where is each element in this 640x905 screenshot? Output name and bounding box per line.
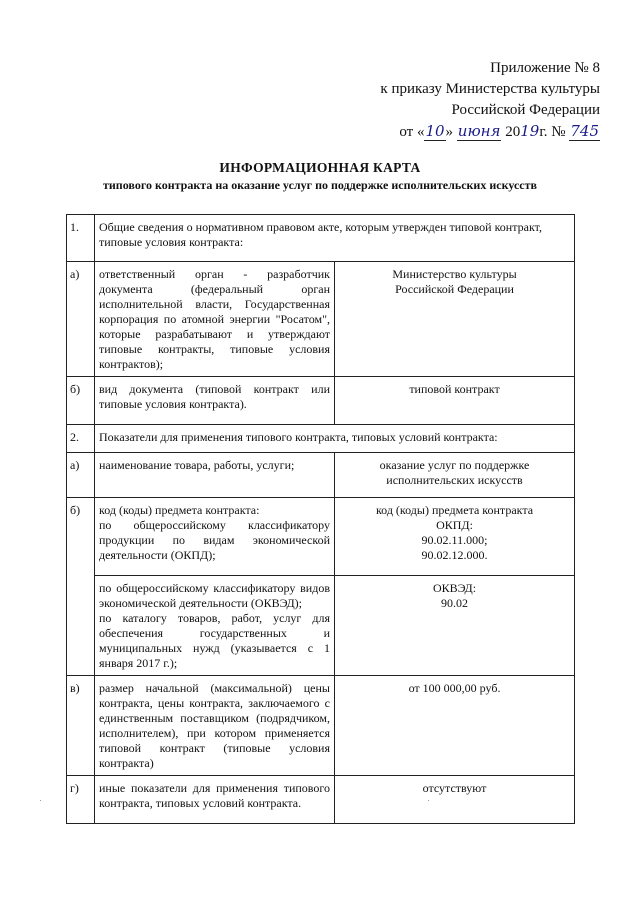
appendix-order-ref: к приказу Министерства культуры — [380, 81, 600, 97]
label-line: по общероссийскому классификатору продукции по видам экономической деятельности (ОКПД); — [99, 518, 330, 562]
label-line: по общероссийскому классификатору видов экономической деятельности (ОКВЭД); — [99, 581, 330, 610]
value-line: ОКВЭД: — [432, 581, 477, 595]
section-heading: Общие сведения о нормативном правовом акте, которым утвержден типовой контракт, типовые условия контракта: — [95, 215, 575, 262]
value-line: Министерство культуры — [392, 267, 517, 281]
row-number: в) — [67, 676, 95, 776]
appendix-date-line — [380, 121, 600, 143]
row-value: типовой контракт — [335, 377, 575, 425]
row-number: б) — [67, 498, 95, 676]
value-line: ОКПД: — [436, 518, 473, 532]
table-row — [67, 425, 575, 453]
row-label — [95, 576, 335, 676]
date-year: 19 — [520, 122, 540, 140]
table-row — [67, 215, 575, 262]
row-value: отсутствуют — [335, 776, 575, 824]
table-row — [67, 498, 575, 576]
value-line: оказание услуг по поддержке — [379, 458, 530, 472]
row-label: ответственный орган - разработчик документа (федеральный орган исполнительной власти, Государственная корпорация по атомной энергии "Росатом", которые разрабатывают и утверждают типовые контракты, типовые условия контрактов); — [95, 262, 335, 377]
row-number: а) — [67, 453, 95, 498]
row-value — [335, 498, 575, 576]
document-title: ИНФОРМАЦИОННАЯ КАРТА — [219, 160, 421, 175]
appendix-header — [380, 58, 600, 143]
date-suffix: г. № — [539, 124, 570, 140]
row-number: 2. — [67, 425, 95, 453]
table-row — [67, 377, 575, 425]
row-number: б) — [67, 377, 95, 425]
value-line: исполнительских искусств — [386, 473, 523, 487]
table-row — [67, 676, 575, 776]
document-subtitle: типового контракта на оказание услуг по поддержке исполнительских искусств — [103, 178, 537, 192]
label-line: по каталогу товаров, работ, услуг для обеспечения государственных и муниципальных нужд (указывается с 1 января 2017 г.); — [99, 611, 330, 670]
row-number: 1. — [67, 215, 95, 262]
appendix-federation: Российской Федерации — [451, 102, 600, 118]
row-label: размер начальной (максимальной) цены контракта, цены контракта, заключаемого с единственным поставщиком (подрядчиком, исполнителем), при котором применяется типовой контракт (типовые условия контракта) — [95, 676, 335, 776]
scan-speck — [40, 800, 41, 801]
order-number: 745 — [570, 122, 599, 140]
row-value — [335, 576, 575, 676]
table-row — [67, 776, 575, 824]
row-number: а) — [67, 262, 95, 377]
row-value — [335, 262, 575, 377]
value-line: Российской Федерации — [395, 282, 514, 296]
appendix-number: Приложение № 8 — [490, 60, 600, 76]
date-year-prefix: 20 — [501, 124, 521, 140]
section-heading: Показатели для применения типового контракта, типовых условий контракта: — [95, 425, 575, 453]
table-row — [67, 576, 575, 676]
table-row — [67, 453, 575, 498]
value-line: 90.02 — [441, 596, 468, 610]
date-mid: » — [445, 124, 457, 140]
scan-speck — [428, 800, 429, 801]
label-line: код (коды) предмета контракта: — [99, 503, 260, 517]
date-prefix: от « — [399, 124, 425, 140]
row-label: иные показатели для применения типового контракта, типовых условий контракта. — [95, 776, 335, 824]
table-row — [67, 262, 575, 377]
value-line: код (коды) предмета контракта — [375, 503, 534, 517]
value-line: 90.02.11.000; — [421, 533, 488, 547]
row-value: от 100 000,00 руб. — [335, 676, 575, 776]
row-label: наименование товара, работы, услуги; — [95, 453, 335, 498]
date-month: июня — [457, 122, 501, 140]
row-number: г) — [67, 776, 95, 824]
row-label — [95, 498, 335, 576]
row-value — [335, 453, 575, 498]
date-day: 10 — [425, 122, 445, 140]
info-card-table — [66, 214, 575, 824]
value-line: 90.02.12.000. — [421, 548, 488, 562]
row-label: вид документа (типовой контракт или типовые условия контракта). — [95, 377, 335, 425]
